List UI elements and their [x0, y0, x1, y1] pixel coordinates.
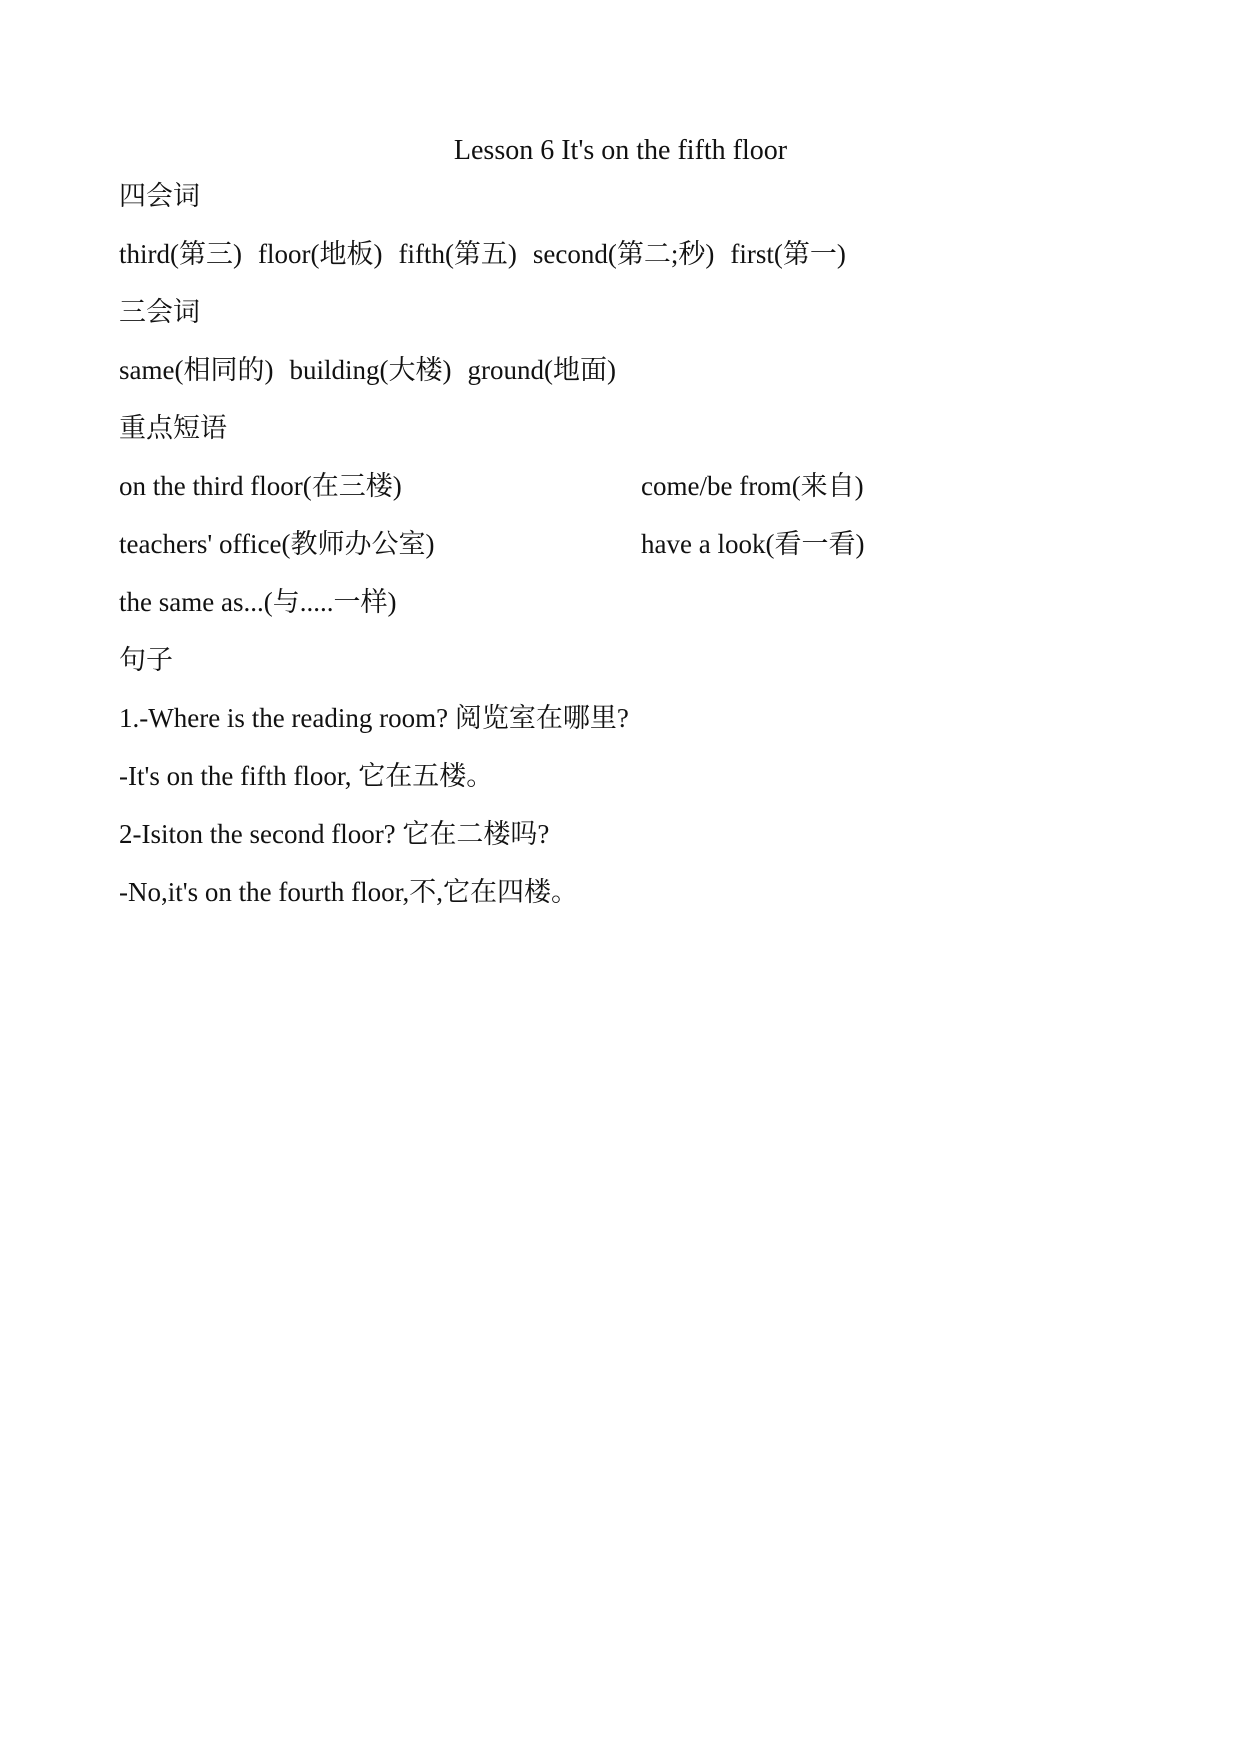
word-item: same(相同的)	[119, 355, 274, 385]
document-title: Lesson 6 It's on the fifth floor	[453, 135, 788, 166]
word-item: fifth(第五)	[398, 239, 517, 269]
sentence-line: 2-Isiton the second floor? 它在二楼吗?	[119, 819, 550, 849]
phrase-item: on the third floor(在三楼)	[119, 471, 402, 501]
four-skill-words-heading: 四会词	[119, 181, 200, 211]
sentence-line: 1.-Where is the reading room? 阅览室在哪里?	[119, 703, 629, 733]
sentence-line: -It's on the fifth floor, 它在五楼。	[119, 761, 494, 791]
three-skill-words-list	[119, 354, 616, 386]
word-item: building(大楼)	[289, 355, 452, 385]
word-item: third(第三)	[119, 239, 242, 269]
word-item: first(第一)	[730, 239, 846, 269]
key-phrases-heading: 重点短语	[119, 413, 227, 443]
word-item: floor(地板)	[257, 239, 383, 269]
three-skill-words-heading: 三会词	[119, 297, 200, 327]
phrase-item: come/be from(来自)	[641, 471, 864, 501]
phrase-item: teachers' office(教师办公室)	[119, 529, 435, 559]
phrase-item: have a look(看一看)	[641, 529, 865, 559]
word-item: ground(地面)	[467, 355, 616, 385]
sentences-heading: 句子	[119, 645, 173, 675]
phrase-item: the same as...(与.....一样)	[119, 587, 397, 617]
word-item: second(第二;秒)	[532, 239, 715, 269]
four-skill-words-list	[119, 238, 846, 270]
sentence-line: -No,it's on the fourth floor,不,它在四楼。	[119, 877, 578, 907]
